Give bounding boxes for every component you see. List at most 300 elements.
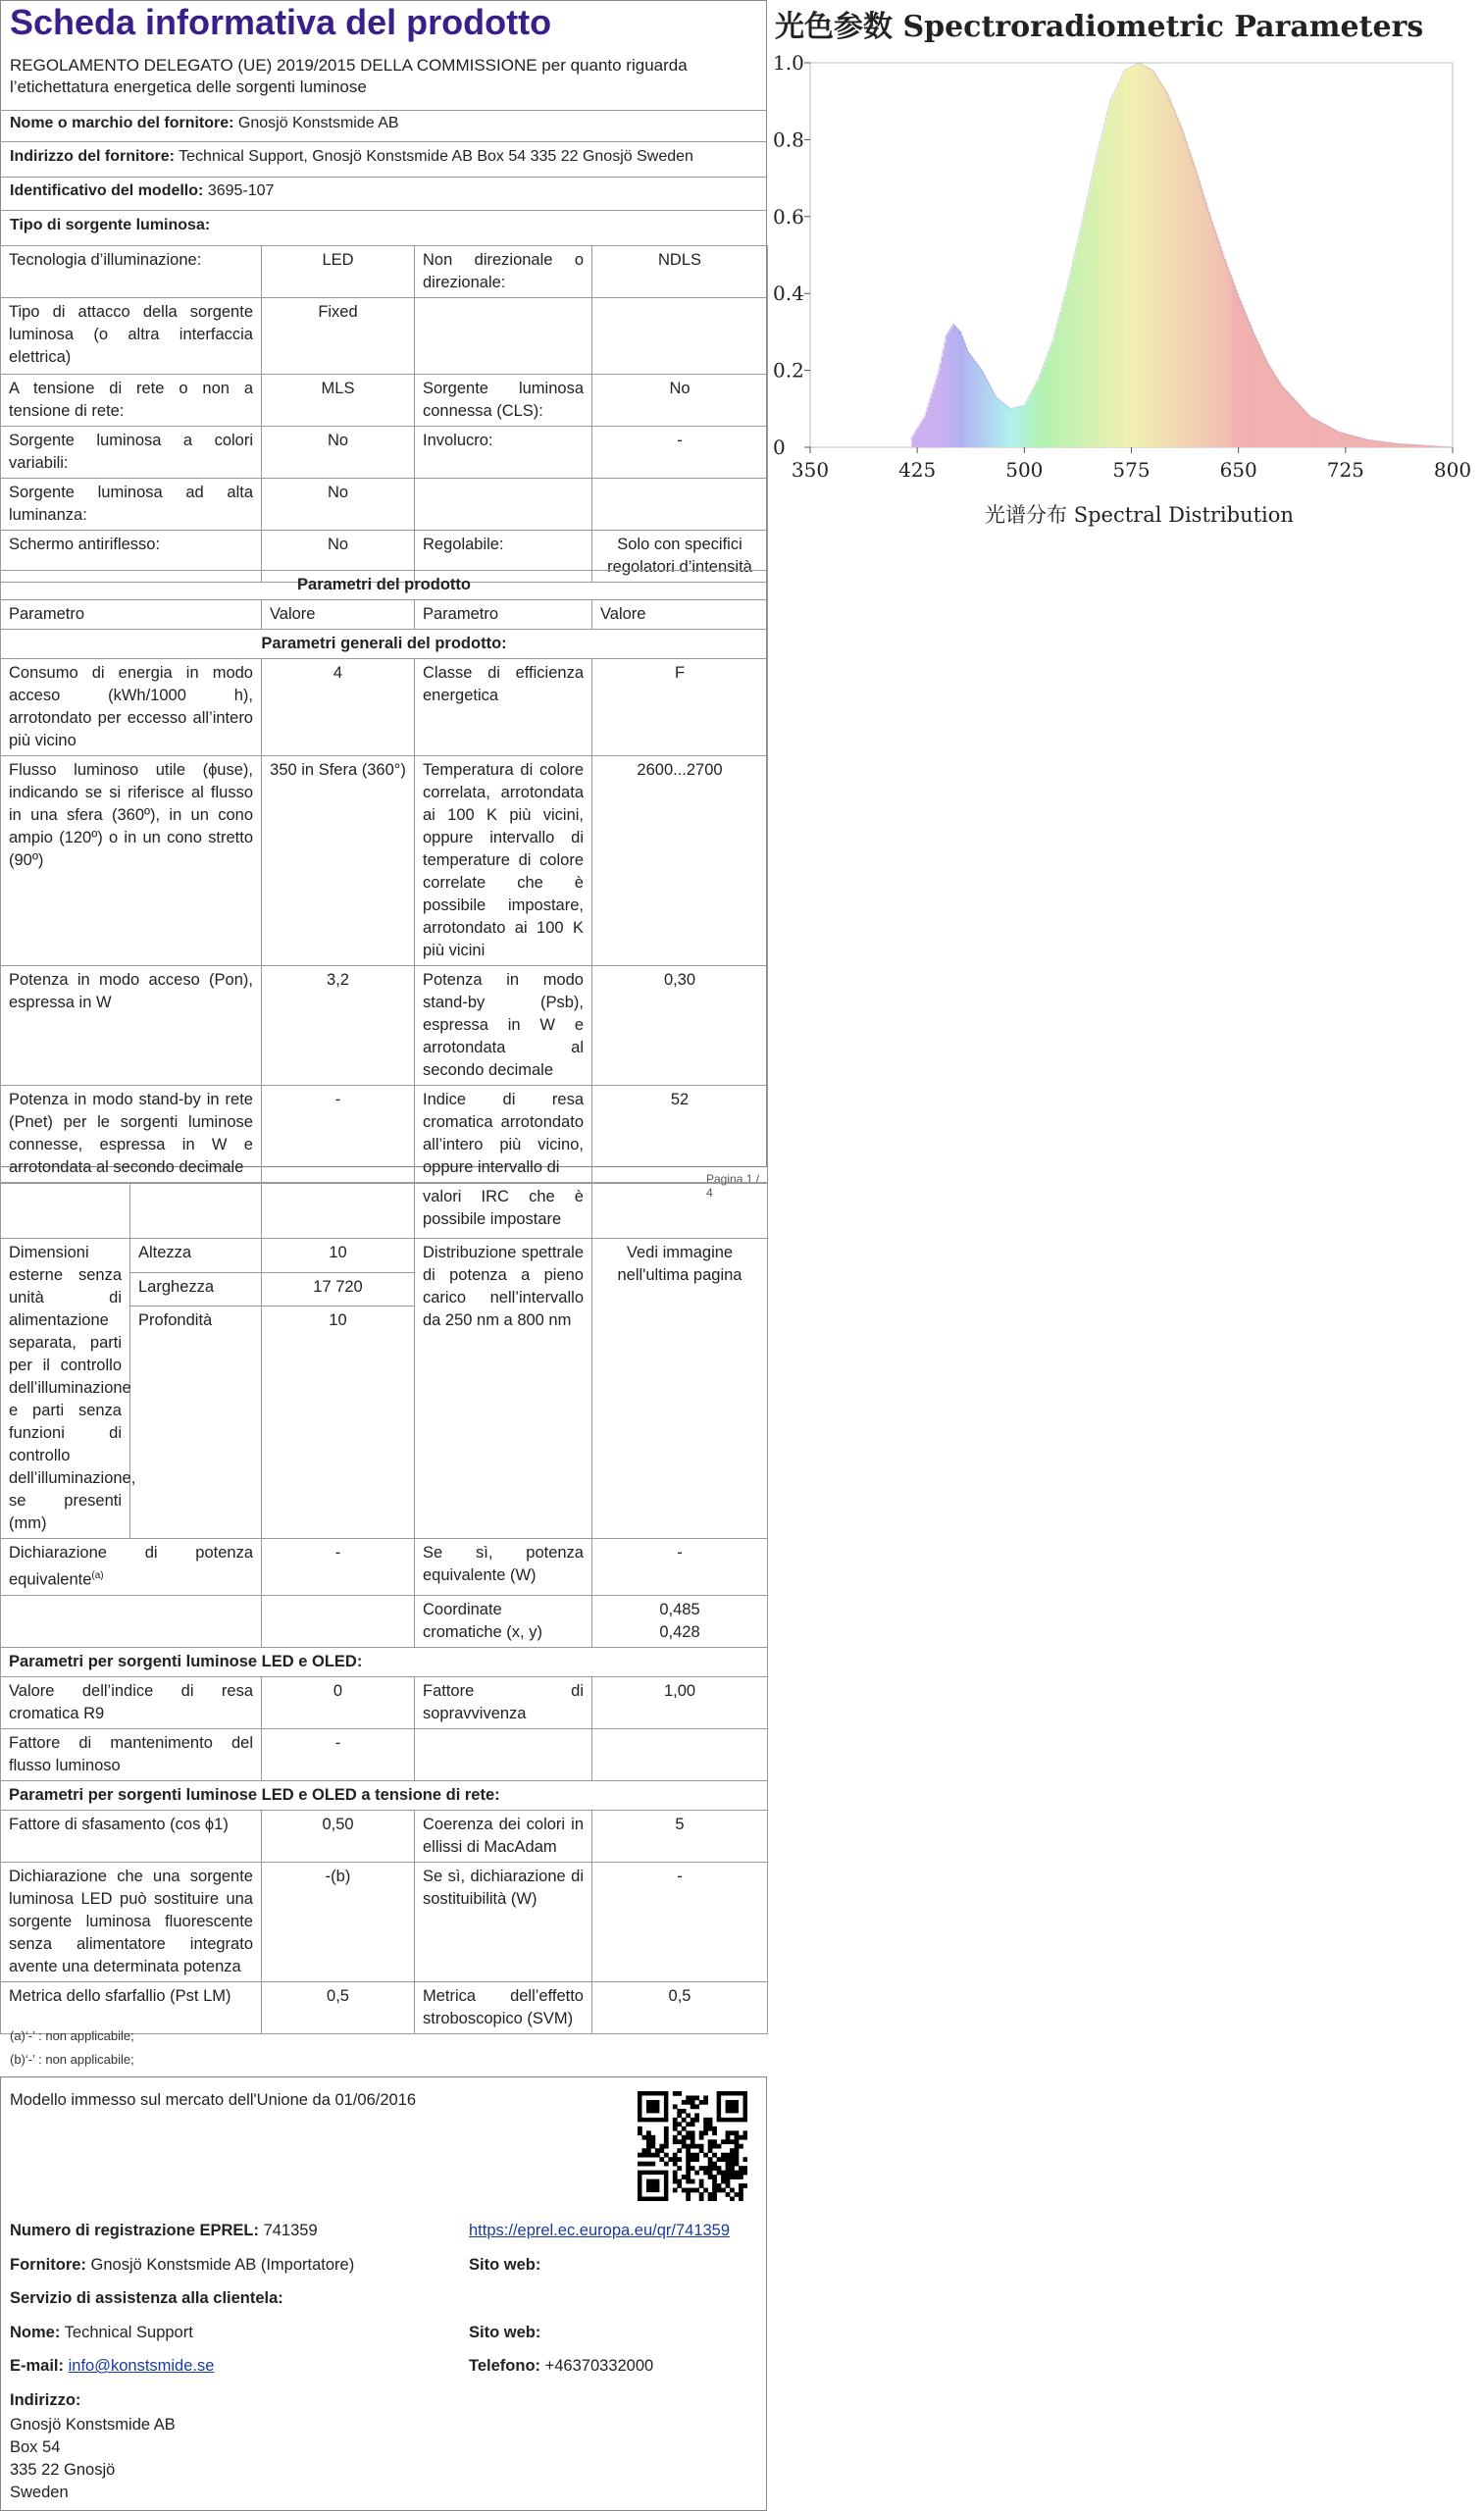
qr-module xyxy=(673,2175,678,2179)
qr-module xyxy=(691,2166,695,2171)
qr-module xyxy=(735,2171,740,2176)
qr-module xyxy=(677,2148,682,2153)
eprel-link[interactable]: https://eprel.ec.europa.eu/qr/741359 xyxy=(469,2222,731,2239)
qr-module xyxy=(699,2183,704,2188)
qr-module xyxy=(739,2166,743,2171)
qr-module xyxy=(721,2139,726,2144)
param-value: 0,30 xyxy=(592,966,768,1086)
qr-module xyxy=(694,2171,699,2176)
qr-module xyxy=(708,2175,713,2179)
qr-module xyxy=(655,2148,660,2153)
qr-module xyxy=(691,2135,695,2140)
y-tick-label: 0.8 xyxy=(773,128,804,152)
qr-module xyxy=(708,2118,713,2123)
mains-heading: Parametri per sorgenti luminose LED e OLED a tensione di rete: xyxy=(1,1780,768,1810)
qr-module xyxy=(694,2188,699,2193)
qr-module xyxy=(691,2130,695,2135)
dim-height-value: 10 xyxy=(262,1239,415,1273)
qr-module xyxy=(717,2188,722,2193)
qr-module xyxy=(673,2122,678,2127)
type-param-label: Regolabile: xyxy=(415,531,592,583)
equiv-label: Dichiarazione di potenza equivalente xyxy=(9,1544,253,1589)
qr-module xyxy=(699,2130,704,2135)
qr-module xyxy=(699,2100,704,2105)
type-row xyxy=(1,479,768,531)
supplier-label: Nome o marchio del fornitore: xyxy=(10,115,234,131)
chart-title: 光色参数 Spectroradiometric Parameters xyxy=(775,10,1424,44)
type-row xyxy=(1,375,768,427)
params-table-continued xyxy=(0,1182,768,2034)
market-date: Modello immesso sul mercato dell'Unione da 01/06/2016 xyxy=(10,2091,417,2109)
qr-module xyxy=(708,2166,713,2171)
cont-empty-4 xyxy=(592,1183,768,1239)
email-link[interactable]: info@konstsmide.se xyxy=(68,2357,215,2375)
qr-module xyxy=(708,2144,713,2149)
led-row-value: 1,00 xyxy=(592,1676,768,1728)
spd-label: Distribuzione spettrale di potenza a pieno carico nell’intervallo da 250 nm a 800 nm xyxy=(415,1239,592,1539)
spectrum-chart xyxy=(771,0,1484,549)
type-param-value: Solo con specifici regolatori d’intensità xyxy=(592,531,768,583)
qr-module xyxy=(650,2135,655,2140)
mains-row-label: Metrica dello sfarfallio (Pst LM) xyxy=(1,1981,262,2033)
qr-module xyxy=(739,2197,743,2201)
dim-width-label: Larghezza xyxy=(130,1272,262,1307)
qr-module xyxy=(699,2144,704,2149)
qr-module xyxy=(686,2157,691,2162)
led-row xyxy=(1,1728,768,1780)
type-param-value: No xyxy=(592,375,768,427)
qr-module xyxy=(730,2130,735,2135)
qr-module xyxy=(638,2153,642,2158)
qr-module xyxy=(664,2130,669,2135)
regulation-text: REGOLAMENTO DELEGATO (UE) 2019/2015 DELLA COMMISSIONE per quanto riguarda l’etichettatura energetica delle sorgenti luminose xyxy=(10,56,688,96)
qr-module xyxy=(703,2166,708,2171)
qr-module xyxy=(708,2122,713,2127)
footer-supplier-label: Fornitore: xyxy=(10,2256,86,2274)
qr-module xyxy=(730,2148,735,2153)
qr-module xyxy=(726,2162,731,2167)
qr-module xyxy=(735,2175,740,2179)
qr-module xyxy=(703,2188,708,2193)
param-value: - xyxy=(262,1086,415,1184)
dim-width-value: 17 720 xyxy=(262,1272,415,1307)
qr-module xyxy=(699,2148,704,2153)
mains-row xyxy=(1,1810,768,1862)
qr-module xyxy=(699,2166,704,2171)
contact-name-row xyxy=(10,2324,193,2342)
led-row-label: Fattore di mantenimento del flusso luminoso xyxy=(1,1728,262,1780)
footer-supplier-value: Gnosjö Konstsmide AB (Importatore) xyxy=(90,2256,355,2274)
general-heading: Parametri generali del prodotto: xyxy=(1,630,768,659)
qr-module xyxy=(712,2183,717,2188)
y-tick-label: 0.4 xyxy=(773,282,804,306)
supplier-value: Gnosjö Konstsmide AB xyxy=(237,115,399,131)
equiv-label-cell: Dichiarazione di potenza equivalente$^{(a)}$ xyxy=(1,1539,262,1596)
qr-module xyxy=(659,2148,664,2153)
type-row xyxy=(1,246,768,298)
qr-module xyxy=(691,2188,695,2193)
led-row-label: Fattore di sopravvivenza xyxy=(415,1676,592,1728)
y-tick-label: 1.0 xyxy=(773,51,804,75)
qr-module xyxy=(721,2179,726,2184)
dim-depth-value: 10 xyxy=(262,1307,415,1539)
address-row xyxy=(0,141,767,177)
mains-row xyxy=(1,1981,768,2033)
qr-module xyxy=(703,2171,708,2176)
param-row xyxy=(1,966,768,1086)
type-param-value: No xyxy=(262,427,415,479)
qr-module xyxy=(682,2109,687,2114)
qr-module xyxy=(712,2130,717,2135)
source-type-label: Tipo di sorgente luminosa: xyxy=(10,217,211,233)
qr-module xyxy=(682,2144,687,2149)
website-label: Sito web: xyxy=(469,2256,541,2274)
qr-module xyxy=(703,2153,708,2158)
qr-module xyxy=(691,2157,695,2162)
qr-module xyxy=(673,2153,678,2158)
qr-module xyxy=(694,2113,699,2118)
qr-module xyxy=(712,2192,717,2197)
qr-module xyxy=(726,2139,731,2144)
qr-module xyxy=(721,2175,726,2179)
coord-y: 0,428 xyxy=(659,1622,700,1641)
qr-module xyxy=(708,2148,713,2153)
qr-module xyxy=(677,2179,682,2184)
coords-empty-2 xyxy=(262,1595,415,1647)
param-label: Temperatura di colore correlata, arrotondata ai 100 K più vicini, oppure intervallo di temperature di colore correlate che è possibile impostare, arrotondato ai 100 K più vicini xyxy=(415,756,592,966)
qr-module xyxy=(694,2157,699,2162)
qr-module xyxy=(735,2139,740,2144)
mains-row-label: Metrica dell’effetto stroboscopico (SVM) xyxy=(415,1981,592,2033)
qr-module xyxy=(677,2113,682,2118)
qr-module xyxy=(691,2100,695,2105)
qr-module xyxy=(717,2144,722,2149)
qr-module xyxy=(650,2153,655,2158)
qr-module xyxy=(686,2166,691,2171)
qr-module xyxy=(743,2135,747,2140)
qr-module xyxy=(708,2171,713,2176)
qr-module xyxy=(659,2144,664,2149)
qr-finder xyxy=(726,2100,739,2113)
type-param-value: MLS xyxy=(262,375,415,427)
qr-module xyxy=(686,2197,691,2201)
type-param-label: Sorgente luminosa a colori variabili: xyxy=(1,427,262,479)
qr-module xyxy=(726,2192,731,2197)
qr-module xyxy=(664,2139,669,2144)
dim-height-label: Altezza xyxy=(130,1239,262,1273)
qr-module xyxy=(739,2135,743,2140)
led-row-value: - xyxy=(262,1728,415,1780)
qr-module xyxy=(691,2153,695,2158)
qr-module xyxy=(686,2153,691,2158)
type-param-label: Schermo antiriflesso: xyxy=(1,531,262,583)
coords-empty-1 xyxy=(1,1595,262,1647)
mains-row-label: Se sì, dichiarazione di sostituibilità (W) xyxy=(415,1862,592,1981)
note-b: (b)‘-’ : non applicabile; xyxy=(10,2052,134,2067)
param-label: Potenza in modo stand-by (Psb), espressa in W e arrotondata al secondo decimale xyxy=(415,966,592,1086)
qr-module xyxy=(646,2135,651,2140)
qr-module xyxy=(664,2135,669,2140)
qr-module xyxy=(641,2135,646,2140)
qr-module xyxy=(699,2197,704,2201)
qr-module xyxy=(735,2192,740,2197)
qr-module xyxy=(691,2139,695,2144)
qr-module xyxy=(691,2104,695,2109)
type-param-value: Fixed xyxy=(262,298,415,375)
qr-module xyxy=(708,2139,713,2144)
type-param-label: Sorgente luminosa connessa (CLS): xyxy=(415,375,592,427)
qr-module xyxy=(673,2162,678,2167)
model-value: 3695-107 xyxy=(207,182,275,199)
mains-row-label: Coerenza dei colori in ellissi di MacAdam xyxy=(415,1810,592,1862)
cont-empty-3 xyxy=(262,1183,415,1239)
cont-empty-1 xyxy=(1,1183,130,1239)
x-tick-label: 500 xyxy=(1005,458,1044,482)
qr-module xyxy=(726,2130,731,2135)
qr-module xyxy=(735,2157,740,2162)
page-title: Scheda informativa del prodotto xyxy=(10,2,552,42)
qr-module xyxy=(650,2144,655,2149)
qr-module xyxy=(735,2144,740,2149)
qr-module xyxy=(682,2139,687,2144)
param-value: 350 in Sfera (360°) xyxy=(262,756,415,966)
param-value: 2600...2700 xyxy=(592,756,768,966)
qr-module xyxy=(686,2135,691,2140)
qr-module xyxy=(743,2171,747,2176)
qr-module xyxy=(677,2122,682,2127)
qr-module xyxy=(682,2118,687,2123)
qr-module xyxy=(730,2175,735,2179)
x-tick-label: 650 xyxy=(1219,458,1257,482)
led-row-label: Valore dell’indice di resa cromatica R9 xyxy=(1,1676,262,1728)
param-row xyxy=(1,1086,768,1184)
qr-module xyxy=(682,2188,687,2193)
qr-module xyxy=(726,2171,731,2176)
qr-module xyxy=(677,2109,682,2114)
qr-module xyxy=(743,2183,747,2188)
param-label: Consumo di energia in modo acceso (kWh/1000 h), arrotondato per eccesso all’intero più vicino xyxy=(1,659,262,756)
dim-depth-label: Profondità xyxy=(130,1307,262,1539)
qr-module xyxy=(730,2197,735,2201)
note-a: (a)‘-’ : non applicabile; xyxy=(10,2028,134,2043)
col-value-2: Valore xyxy=(592,600,768,630)
type-param-label: A tensione di rete o non a tensione di rete: xyxy=(1,375,262,427)
type-param-value xyxy=(592,479,768,531)
eprel-number: 741359 xyxy=(263,2222,318,2239)
qr-module xyxy=(686,2175,691,2179)
qr-module xyxy=(664,2153,669,2158)
qr-module xyxy=(686,2192,691,2197)
mains-row-label: Fattore di sfasamento (cos ϕ1) xyxy=(1,1810,262,1862)
qr-module xyxy=(694,2118,699,2123)
address-label: Indirizzo del fornitore: xyxy=(10,148,175,165)
footer-supplier-row xyxy=(10,2256,354,2275)
qr-module xyxy=(673,2127,678,2131)
qr-module xyxy=(664,2162,669,2167)
x-tick-label: 425 xyxy=(898,458,937,482)
qr-module xyxy=(712,2127,717,2131)
param-row xyxy=(1,659,768,756)
email-label: E-mail: xyxy=(10,2357,65,2375)
qr-module xyxy=(673,2118,678,2123)
param-value: 4 xyxy=(262,659,415,756)
type-param-value: NDLS xyxy=(592,246,768,298)
qr-module xyxy=(735,2162,740,2167)
qr-module xyxy=(686,2130,691,2135)
qr-module xyxy=(673,2171,678,2176)
mains-row-value: 5 xyxy=(592,1810,768,1862)
qr-module xyxy=(686,2179,691,2184)
qr-module xyxy=(739,2171,743,2176)
coords-value xyxy=(592,1595,768,1647)
coords-label: Coordinate cromatiche (x, y) xyxy=(415,1595,592,1647)
model-row xyxy=(0,177,767,210)
qr-module xyxy=(730,2157,735,2162)
qr-module xyxy=(730,2153,735,2158)
qr-module xyxy=(712,2197,717,2201)
x-tick-label: 725 xyxy=(1326,458,1364,482)
qr-finder xyxy=(646,2100,659,2113)
qr-module xyxy=(703,2100,708,2105)
qr-module xyxy=(726,2175,731,2179)
qr-module xyxy=(699,2192,704,2197)
address-line: Gnosjö Konstsmide AB xyxy=(10,2416,176,2434)
email-row xyxy=(10,2357,214,2376)
qr-module xyxy=(726,2166,731,2171)
equiv-w-label: Se sì, potenza equivalente (W) xyxy=(415,1539,592,1596)
model-label: Identificativo del modello: xyxy=(10,182,204,199)
param-label: Potenza in modo acceso (Pon), espressa in W xyxy=(1,966,262,1086)
qr-module xyxy=(686,2100,691,2105)
qr-module xyxy=(641,2162,646,2167)
qr-module xyxy=(712,2162,717,2167)
led-heading: Parametri per sorgenti luminose LED e OLED: xyxy=(1,1647,768,1676)
type-row xyxy=(1,427,768,479)
qr-module xyxy=(708,2197,713,2201)
mains-row-value: -(b) xyxy=(262,1862,415,1981)
param-value: F xyxy=(592,659,768,756)
qr-module xyxy=(677,2139,682,2144)
type-param-value: No xyxy=(262,479,415,531)
cont-empty-2 xyxy=(130,1183,262,1239)
qr-module xyxy=(677,2130,682,2135)
qr-module xyxy=(699,2135,704,2140)
qr-module xyxy=(646,2139,651,2144)
qr-module xyxy=(708,2162,713,2167)
qr-module xyxy=(703,2095,708,2100)
x-tick-label: 350 xyxy=(791,458,830,482)
qr-module xyxy=(708,2192,713,2197)
qr-module xyxy=(739,2192,743,2197)
qr-module xyxy=(691,2179,695,2184)
qr-code[interactable] xyxy=(638,2091,747,2201)
qr-module xyxy=(646,2148,651,2153)
qr-module xyxy=(646,2130,651,2135)
param-value: 3,2 xyxy=(262,966,415,1086)
qr-module xyxy=(712,2139,717,2144)
type-param-label xyxy=(415,298,592,375)
type-param-label xyxy=(415,479,592,531)
qr-module xyxy=(694,2153,699,2158)
type-param-value: LED xyxy=(262,246,415,298)
contact-name-label: Nome: xyxy=(10,2324,61,2341)
mains-row-value: - xyxy=(592,1862,768,1981)
qr-module xyxy=(726,2153,731,2158)
qr-module xyxy=(712,2153,717,2158)
mains-row-value: 0,50 xyxy=(262,1810,415,1862)
qr-module xyxy=(686,2122,691,2127)
qr-module xyxy=(743,2166,747,2171)
qr-module xyxy=(730,2188,735,2193)
qr-module xyxy=(659,2157,664,2162)
qr-module xyxy=(730,2166,735,2171)
qr-module xyxy=(743,2157,747,2162)
qr-module xyxy=(691,2118,695,2123)
qr-module xyxy=(686,2113,691,2118)
qr-module xyxy=(712,2175,717,2179)
type-param-label: Tipo di attacco della sorgente luminosa (o altra interfaccia elettrica) xyxy=(1,298,262,375)
qr-module xyxy=(721,2153,726,2158)
address-line: 335 22 Gnosjö xyxy=(10,2461,116,2479)
qr-module xyxy=(673,2135,678,2140)
qr-module xyxy=(682,2100,687,2105)
qr-module xyxy=(677,2157,682,2162)
led-row-value: 0 xyxy=(262,1676,415,1728)
address-line: Box 54 xyxy=(10,2438,61,2456)
qr-module xyxy=(682,2135,687,2140)
qr-module xyxy=(726,2157,731,2162)
qr-module xyxy=(699,2179,704,2184)
equiv-value: - xyxy=(262,1539,415,1596)
qr-module xyxy=(691,2095,695,2100)
qr-module xyxy=(694,2104,699,2109)
qr-module xyxy=(726,2135,731,2140)
qr-module xyxy=(717,2171,722,2176)
mains-row-label: Dichiarazione che una sorgente luminosa LED può sostituire una sorgente luminosa fluorescente senza alimentatore integrato avente una determinata potenza xyxy=(1,1862,262,1981)
page-number: Pagina 1 / 4 xyxy=(706,1172,760,1200)
qr-module xyxy=(686,2144,691,2149)
y-tick-label: 0.2 xyxy=(773,358,804,383)
qr-module xyxy=(712,2188,717,2193)
col-value-1: Valore xyxy=(262,600,415,630)
mains-row-value: 0,5 xyxy=(262,1981,415,2033)
params-heading: Parametri del prodotto xyxy=(1,571,768,600)
qr-module xyxy=(691,2144,695,2149)
qr-module xyxy=(664,2144,669,2149)
qr-module xyxy=(686,2148,691,2153)
qr-module xyxy=(650,2162,655,2167)
qr-module xyxy=(646,2153,651,2158)
col-param-2: Parametro xyxy=(415,600,592,630)
eprel-row xyxy=(10,2222,318,2240)
qr-module xyxy=(721,2188,726,2193)
qr-module xyxy=(712,2179,717,2184)
qr-module xyxy=(730,2171,735,2176)
type-param-label: Non direzionale o direzionale: xyxy=(415,246,592,298)
x-tick-label: 575 xyxy=(1112,458,1151,482)
param-label: Classe di efficienza energetica xyxy=(415,659,592,756)
qr-module xyxy=(735,2130,740,2135)
qr-module xyxy=(686,2188,691,2193)
footer-address xyxy=(10,2414,176,2504)
spectrum-svg xyxy=(771,0,1484,549)
qr-module xyxy=(641,2148,646,2153)
qr-module xyxy=(686,2171,691,2176)
qr-module xyxy=(682,2175,687,2179)
qr-module xyxy=(682,2127,687,2131)
qr-module xyxy=(703,2130,708,2135)
coord-x: 0,485 xyxy=(659,1600,700,1618)
